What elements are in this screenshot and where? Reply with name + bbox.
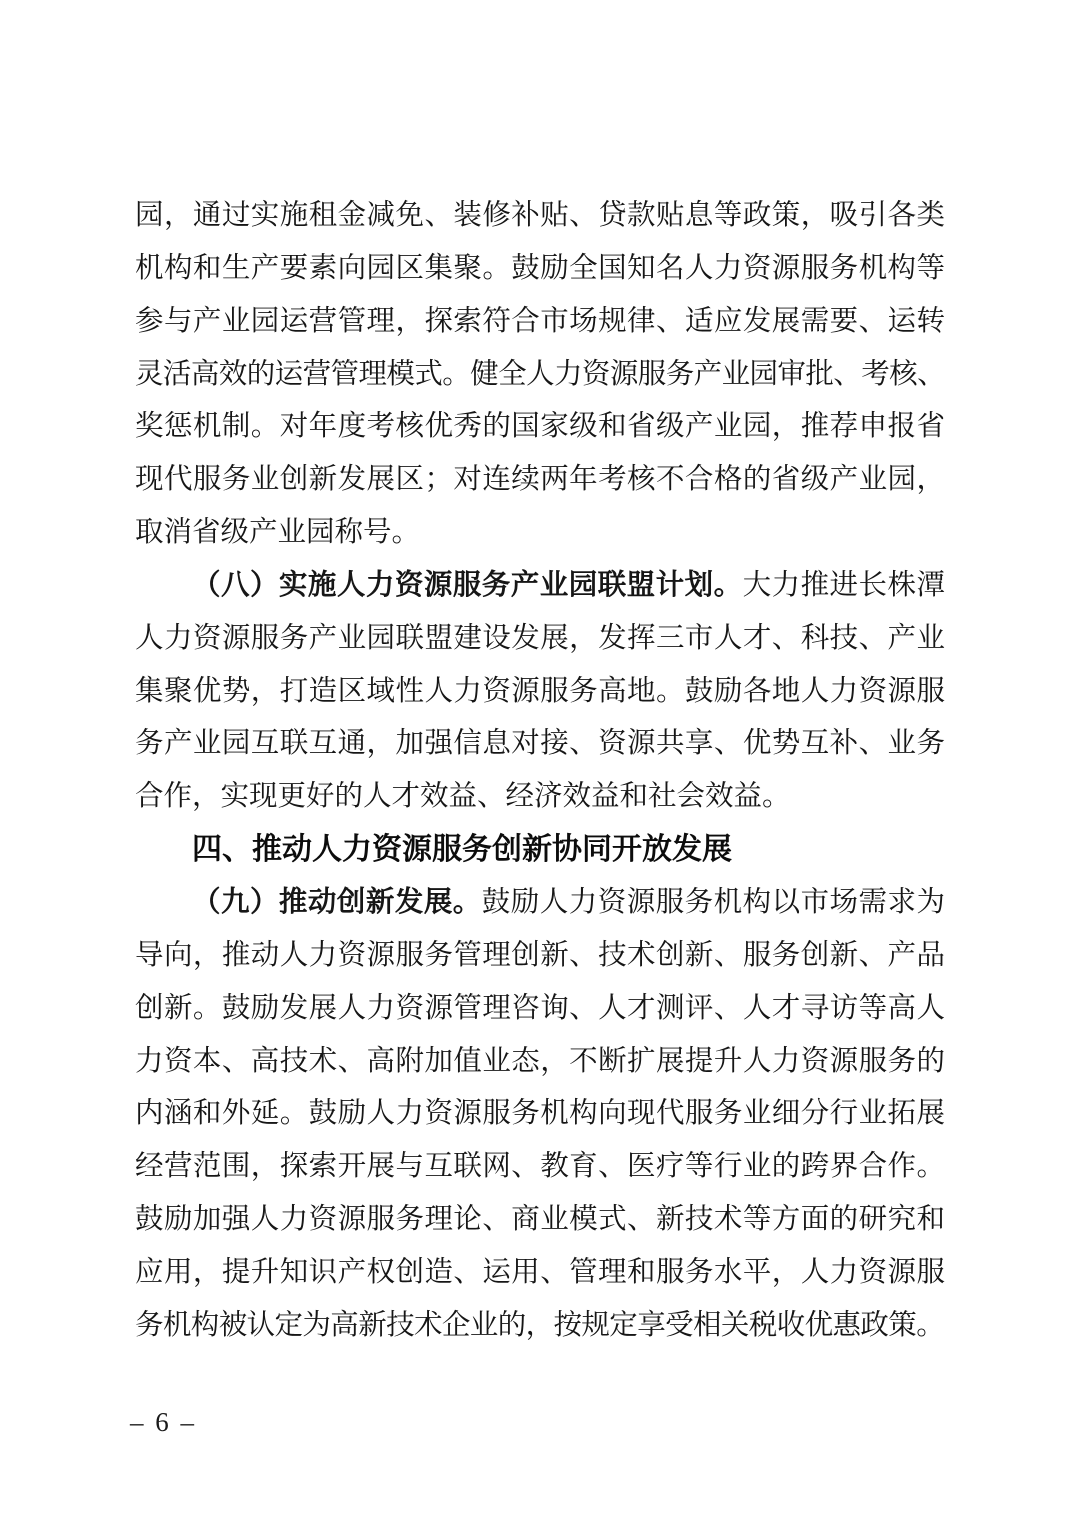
text-line	[135, 401, 945, 454]
text-line	[135, 560, 945, 613]
text-run: 导向，推动人力资源服务管理创新、技术创新、服务创新、产品	[135, 939, 945, 971]
text-line	[135, 930, 945, 983]
text-run: 参与产业园运营管理，探索符合市场规律、适应发展需要、运转	[135, 305, 945, 337]
text-run: 务机构被认定为高新技术企业的，按规定享受相关税收优惠政策。	[135, 1309, 945, 1341]
text-line	[135, 243, 945, 296]
page-footer	[130, 1406, 197, 1438]
text-run: 奖惩机制。对年度考核优秀的国家级和省级产业园，推荐申报省	[135, 411, 945, 443]
text-line	[135, 1088, 945, 1141]
text-line	[135, 296, 945, 349]
text-run: 大力推进长株潭	[742, 569, 945, 601]
emphasis-text-run: （九）推动创新发展。	[192, 886, 482, 918]
text-run: 鼓励加强人力资源服务理论、商业模式、新技术等方面的研究和	[135, 1204, 945, 1236]
text-run: 应用，提升知识产权创造、运用、管理和服务水平，人力资源服	[135, 1256, 945, 1288]
text-run: 取消省级产业园称号。	[135, 517, 421, 549]
text-run: 鼓励人力资源服务机构以市场需求为	[481, 886, 945, 918]
text-run: 力资本、高技术、高附加值业态，不断扩展提升人力资源服务的	[135, 1045, 945, 1077]
text-line	[135, 877, 945, 930]
text-run: 创新。鼓励发展人力资源管理咨询、人才测评、人才寻访等高人	[135, 992, 945, 1024]
text-run: 机构和生产要素向园区集聚。鼓励全国知名人力资源服务机构等	[135, 252, 945, 284]
text-line	[135, 666, 945, 719]
text-run: 合作，实现更好的人才效益、经济效益和社会效益。	[135, 781, 791, 813]
paragraph-item-8	[135, 560, 945, 824]
text-line	[135, 190, 945, 243]
paragraph-continuation	[135, 190, 945, 560]
document-body	[135, 190, 945, 1353]
emphasis-text-run: （八）实施人力资源服务产业园联盟计划。	[192, 569, 743, 601]
text-line	[135, 507, 945, 560]
text-line	[135, 771, 945, 824]
text-line	[135, 454, 945, 507]
text-line	[135, 983, 945, 1036]
text-line	[135, 1300, 945, 1353]
text-run: 集聚优势，打造区域性人力资源服务高地。鼓励各地人力资源服	[135, 675, 945, 707]
text-line	[135, 613, 945, 666]
page-number: – 6 –	[130, 1407, 197, 1437]
section-heading-4	[135, 824, 945, 877]
emphasis-text-run: 四、推动人力资源服务创新协同开放发展	[192, 833, 732, 867]
text-run: 务产业园互联互通，加强信息对接、资源共享、优势互补、业务	[135, 728, 945, 760]
text-run: 人力资源服务产业园联盟建设发展，发挥三市人才、科技、产业	[135, 622, 945, 654]
text-line	[135, 1036, 945, 1089]
text-run: 经营范围，探索开展与互联网、教育、医疗等行业的跨界合作。	[135, 1151, 945, 1183]
text-run: 灵活高效的运营管理模式。健全人力资源服务产业园审批、考核、	[135, 358, 945, 390]
text-run: 内涵和外延。鼓励人力资源服务机构向现代服务业细分行业拓展	[135, 1098, 945, 1130]
text-line	[135, 1247, 945, 1300]
text-line	[135, 349, 945, 402]
text-line	[135, 718, 945, 771]
text-line	[135, 824, 945, 877]
text-line	[135, 1194, 945, 1247]
text-run: 现代服务业创新发展区；对连续两年考核不合格的省级产业园，	[135, 464, 945, 496]
text-run: 园，通过实施租金减免、装修补贴、贷款贴息等政策，吸引各类	[135, 200, 945, 231]
text-line	[135, 1141, 945, 1194]
paragraph-item-9	[135, 877, 945, 1353]
